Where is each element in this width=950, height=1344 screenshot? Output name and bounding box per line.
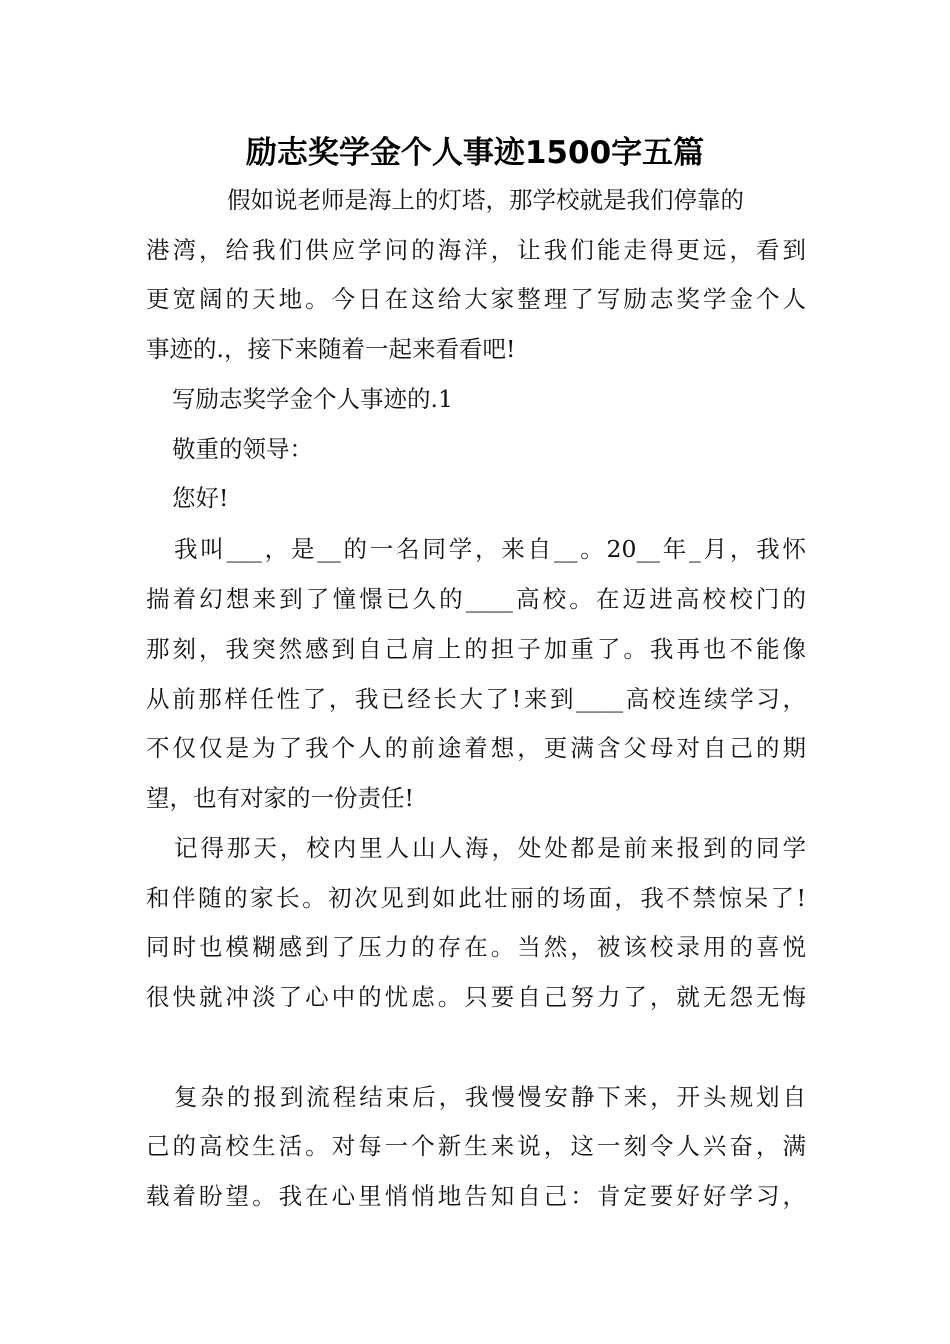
paragraph-line: 不仅仅是为了我个人的前途着想，更满含父母对自己的期 xyxy=(146,734,806,762)
paragraph-line: 复杂的报到流程结束后，我慢慢安静下来，开头规划自 xyxy=(174,1083,806,1111)
paragraph-line: 和伴随的家长。初次见到如此壮丽的场面，我不禁惊呆了! xyxy=(146,884,806,912)
paragraph-line: 从前那样任性了，我已经长大了!来到____高校连续学习， xyxy=(146,685,806,713)
paragraph-line: 揣着幻想来到了憧憬已久的____高校。在迈进高校校门的 xyxy=(146,585,806,613)
paragraph-line: 写励志奖学金个人事迹的.1 xyxy=(172,385,453,413)
paragraph-line: 我叫___，是__的一名同学，来自__。20__年_月，我怀 xyxy=(174,535,806,563)
paragraph-line: 事迹的.，接下来随着一起来看看吧! xyxy=(146,335,516,363)
paragraph-line: 更宽阔的天地。今日在这给大家整理了写励志奖学金个人 xyxy=(146,285,806,313)
paragraph-line: 很快就冲淡了心中的忧虑。只要自己努力了，就无怨无悔 xyxy=(146,983,806,1011)
paragraph-line: 那刻，我突然感到自己肩上的担子加重了。我再也不能像 xyxy=(146,635,806,663)
paragraph-line: 望，也有对家的一份责任! xyxy=(146,784,414,812)
paragraph-line: 假如说老师是海上的灯塔，那学校就是我们停靠的 xyxy=(227,186,744,214)
paragraph-line: 您好! xyxy=(172,484,229,512)
paragraph-line: 己的高校生活。对每一个新生来说，这一刻令人兴奋，满 xyxy=(146,1132,806,1160)
document-title: 励志奖学金个人事迹1500字五篇 xyxy=(245,135,705,171)
paragraph-line: 载着盼望。我在心里悄悄地告知自己：肯定要好好学习， xyxy=(146,1182,806,1210)
paragraph-line: 敬重的领导： xyxy=(172,435,313,463)
paragraph-line: 港湾，给我们供应学问的海洋，让我们能走得更远，看到 xyxy=(146,236,806,264)
paragraph-line: 同时也模糊感到了压力的存在。当然，被该校录用的喜悦 xyxy=(146,933,806,961)
paragraph-line: 记得那天，校内里人山人海，处处都是前来报到的同学 xyxy=(174,834,806,862)
